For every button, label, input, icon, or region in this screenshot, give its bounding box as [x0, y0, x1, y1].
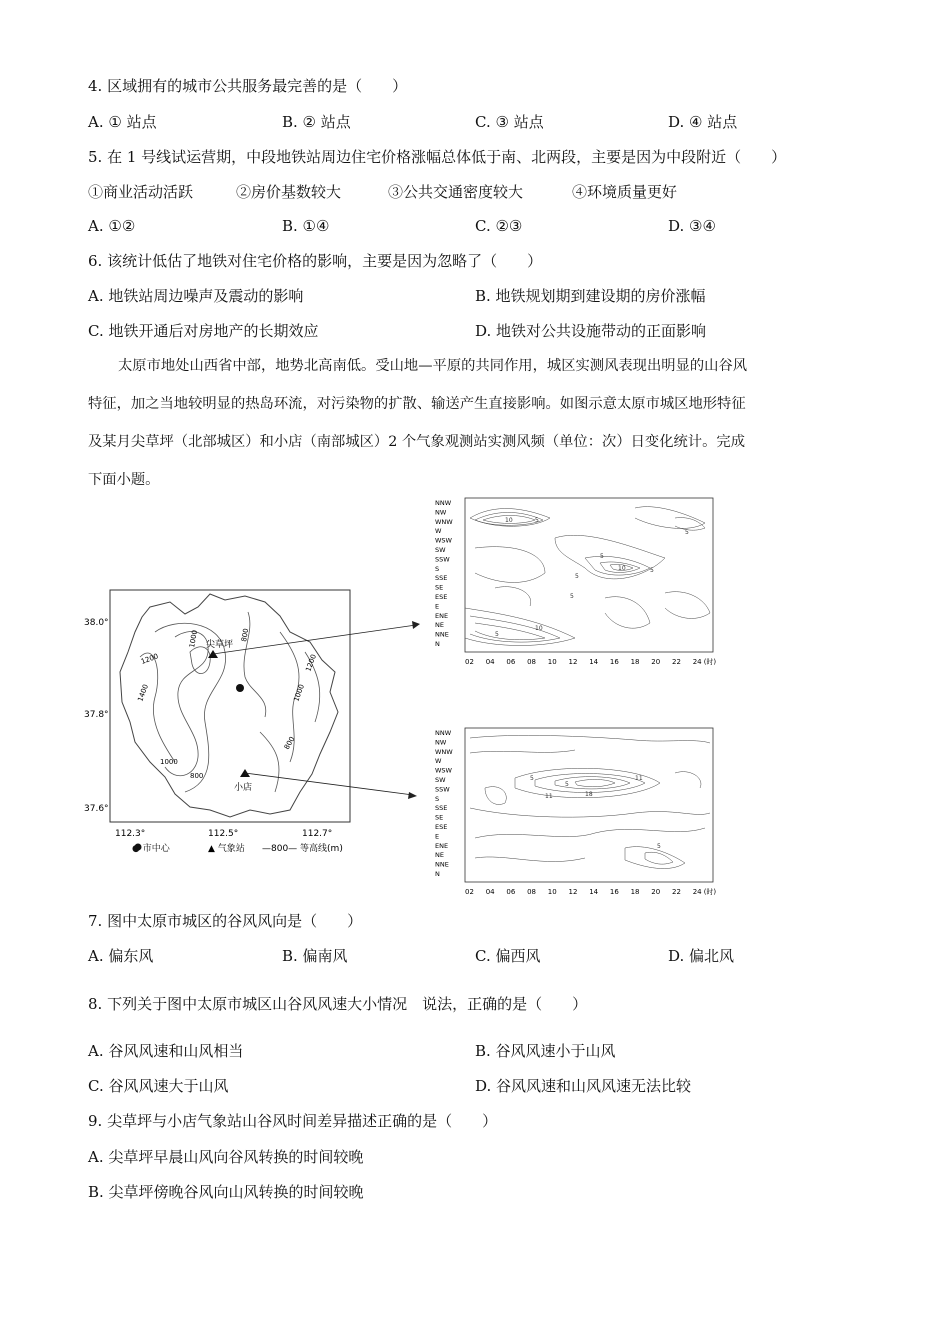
arrow-head-bottom	[408, 792, 417, 799]
passage-line-2: 特征，加之当地较明显的热岛环流，对污染物的扩散、输送产生直接影响。如图示意太原市城区地形特征	[88, 396, 746, 412]
q9-stem: 9. 尖草坪与小店气象站山谷风时间差异描述正确的是（ ）	[88, 1112, 498, 1130]
top-contour-label: 10	[618, 565, 626, 572]
contour-label: 1200	[139, 652, 160, 666]
hour-tick-label: 14	[589, 658, 599, 666]
hour-tick-label: 08	[527, 658, 537, 666]
hour-tick-label: 22	[672, 888, 681, 896]
contour-label: 1000	[160, 758, 178, 766]
q6-stem: 6. 该统计低估了地铁对住宅价格的影响，主要是因为忽略了（ ）	[88, 252, 543, 270]
bottom-contour-label: 5	[565, 781, 569, 788]
direction-label: WNW	[435, 517, 453, 526]
hour-tick-label: 20	[651, 658, 661, 666]
q6-option-b: B. 地铁规划期到建设期的房价涨幅	[475, 287, 706, 305]
station-label-xiaodian: 小店	[234, 783, 253, 793]
q6-option-d: D. 地铁对公共设施带动的正面影响	[475, 322, 707, 340]
hour-tick-label: 16	[609, 888, 619, 896]
q8-option-a: A. 谷风风速和山风相当	[88, 1042, 244, 1060]
direction-label: W	[435, 757, 442, 766]
lon-label-112-7: 112.7°	[302, 829, 333, 839]
passage-line-4: 下面小题。	[88, 472, 160, 488]
hour-tick-label: 02	[465, 888, 474, 896]
direction-label: SE	[435, 583, 444, 592]
contour-label: 800	[282, 735, 297, 751]
arrow-head-top	[412, 621, 420, 629]
hour-tick-label: 20	[651, 888, 661, 896]
direction-label: SSE	[435, 804, 448, 813]
top-contour-label: 5	[600, 553, 604, 560]
hour-tick-label: 22	[672, 658, 681, 666]
hour-unit-label: (时)	[703, 888, 717, 896]
q5-option-b: B. ①④	[282, 217, 330, 235]
hour-tick-label: 10	[547, 888, 557, 896]
arrow-bottom	[245, 773, 413, 795]
contour-label: 1200	[304, 653, 318, 673]
hour-tick-label: 12	[568, 658, 578, 666]
direction-label: WSW	[435, 766, 452, 775]
lat-label-37-8: 37.8°	[84, 710, 109, 720]
direction-label: SSW	[435, 555, 450, 564]
hour-tick-label: 02	[465, 658, 474, 666]
bottom-contour-label: 11	[545, 793, 553, 800]
top-contour-label: 10	[535, 625, 543, 632]
q5-statement-3: ③公共交通密度较大	[388, 183, 524, 201]
top-contour-label: 5	[650, 567, 654, 574]
bottom-contour-label: 11	[635, 775, 643, 782]
q5-statement-2: ②房价基数较大	[236, 183, 342, 201]
top-contour-label: 5	[495, 631, 499, 638]
direction-label: S	[435, 564, 440, 573]
direction-label: SSW	[435, 785, 450, 794]
direction-label: NNW	[435, 499, 452, 507]
direction-label: ESE	[435, 593, 448, 601]
hour-tick-label: 06	[506, 888, 516, 896]
passage-line-1: 太原市地处山西省中部，地势北高南低。受山地—平原的共同作用，城区实测风表现出明显的山谷风	[118, 358, 748, 374]
direction-label: NE	[435, 851, 444, 860]
direction-label: SE	[435, 813, 444, 822]
direction-label: NW	[435, 738, 447, 747]
lon-label-112-3: 112.3°	[115, 829, 146, 839]
direction-label: S	[435, 794, 440, 803]
q7-stem: 7. 图中太原市城区的谷风风向是（ ）	[88, 912, 363, 930]
q5-stem: 5. 在 1 号线试运营期，中段地铁站周边住宅价格涨幅总体低于南、北两段，主要是因为中段附近（ ）	[88, 148, 787, 166]
city-center-marker	[236, 684, 244, 692]
q5-option-a: A. ①②	[88, 217, 136, 235]
direction-label: E	[435, 602, 440, 611]
direction-label: SW	[435, 776, 446, 784]
contour-label: 1400	[136, 683, 150, 703]
top-contour-label: 5	[575, 573, 579, 580]
hour-tick-label: 04	[485, 658, 495, 666]
hour-tick-label: 14	[589, 888, 599, 896]
wind-chart-top	[435, 498, 716, 666]
bottom-contour-label: 5	[657, 843, 661, 850]
contour-label: 1000	[188, 629, 200, 649]
q8-stem: 8. 下列关于图中太原市城区山谷风风速大小情况 说法，正确的是（ ）	[88, 995, 588, 1013]
q4-option-d: D. ④ 站点	[668, 113, 738, 131]
q7-option-a: A. 偏东风	[88, 947, 154, 965]
hour-tick-label: 18	[630, 888, 640, 896]
figure	[80, 492, 780, 902]
direction-label: NNE	[435, 630, 449, 639]
q6-option-a: A. 地铁站周边噪声及震动的影响	[88, 287, 304, 305]
q4-stem: 4. 区域拥有的城市公共服务最完善的是（ ）	[88, 77, 408, 95]
bottom-contour-label: 5	[530, 775, 534, 782]
top-contour-label: 5	[535, 517, 539, 524]
q5-option-d: D. ③④	[668, 217, 716, 235]
wind-chart-bottom	[435, 728, 716, 896]
hour-tick-label: 16	[609, 658, 619, 666]
direction-label: WNW	[435, 747, 453, 756]
q4-option-b: B. ② 站点	[282, 113, 351, 131]
legend-contour: —800— 等高线(m)	[262, 844, 343, 854]
direction-label: N	[435, 640, 440, 648]
direction-label: ENE	[435, 611, 449, 620]
q8-option-c: C. 谷风风速大于山风	[88, 1077, 229, 1095]
hour-tick-label: 24	[692, 658, 702, 666]
q5-option-c: C. ②③	[475, 217, 523, 235]
legend-city-center: ● 市中心	[132, 844, 170, 854]
lat-label-38: 38.0°	[84, 618, 109, 628]
q8-option-b: B. 谷风风速小于山风	[475, 1042, 616, 1060]
lon-label-112-5: 112.5°	[208, 829, 239, 839]
bottom-contour-label: 18	[585, 791, 593, 798]
hour-tick-label: 24	[692, 888, 702, 896]
hour-tick-label: 18	[630, 658, 640, 666]
q7-option-c: C. 偏西风	[475, 947, 541, 965]
direction-label: NW	[435, 508, 447, 517]
q4-option-c: C. ③ 站点	[475, 113, 544, 131]
q6-option-c: C. 地铁开通后对房地产的长期效应	[88, 322, 319, 340]
hour-tick-label: 12	[568, 888, 578, 896]
q9-option-b: B. 尖草坪傍晚谷风向山风转换的时间较晚	[88, 1183, 364, 1201]
contour-label: 1000	[292, 683, 306, 703]
terrain-map	[84, 590, 420, 854]
contour-label: 800	[190, 772, 204, 780]
top-contour-label: 10	[505, 517, 513, 524]
direction-label: E	[435, 832, 440, 841]
direction-label: NNW	[435, 729, 452, 737]
legend-station: ▲ 气象站	[208, 844, 245, 854]
hour-tick-label: 10	[547, 658, 557, 666]
hour-tick-label: 06	[506, 658, 516, 666]
direction-label: N	[435, 870, 440, 878]
direction-label: SW	[435, 546, 446, 554]
direction-label: ENE	[435, 841, 449, 850]
direction-label: SSE	[435, 574, 448, 583]
direction-label: ESE	[435, 823, 448, 831]
station-label-jiancaoping: 尖草坪	[206, 640, 234, 650]
contour-label: 800	[240, 627, 251, 643]
direction-label: NNE	[435, 860, 449, 869]
lat-label-37-6: 37.6°	[84, 804, 109, 814]
q4-option-a: A. ① 站点	[88, 113, 157, 131]
direction-label: NE	[435, 621, 444, 630]
q8-option-d: D. 谷风风速和山风风速无法比较	[475, 1077, 692, 1095]
q9-option-a: A. 尖草坪早晨山风向谷风转换的时间较晚	[88, 1148, 364, 1166]
top-contour-label: 5	[685, 529, 689, 536]
q5-statement-1: ①商业活动活跃	[88, 183, 194, 201]
direction-label: W	[435, 527, 442, 536]
hour-tick-label: 04	[485, 888, 495, 896]
hour-tick-label: 08	[527, 888, 537, 896]
q7-option-d: D. 偏北风	[668, 947, 735, 965]
top-contour-label: 5	[570, 593, 574, 600]
passage-line-3: 及某月尖草坪（北部城区）和小店（南部城区）2 个气象观测站实测风频（单位：次）日变化统计。完成	[88, 434, 745, 450]
q7-option-b: B. 偏南风	[282, 947, 348, 965]
hour-unit-label: (时)	[703, 658, 717, 666]
q5-statement-4: ④环境质量更好	[572, 183, 678, 201]
direction-label: WSW	[435, 536, 452, 545]
